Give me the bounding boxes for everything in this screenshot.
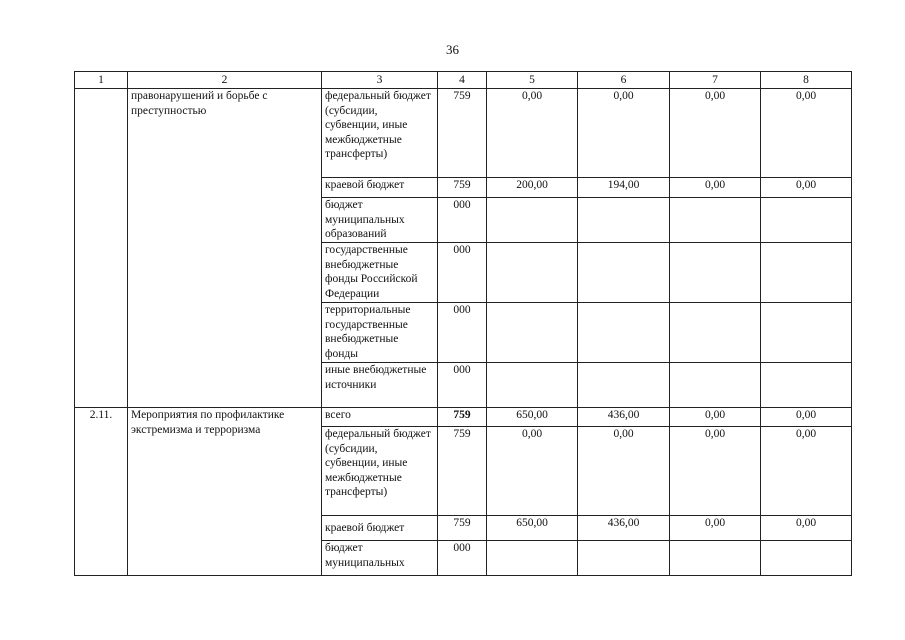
code-cell: 000: [438, 198, 487, 243]
value-cell: 0,00: [761, 178, 852, 198]
code-cell: 000: [438, 541, 487, 576]
funding-source: федеральный бюджет (субсидии, субвенции, иные межбюджетные трансферты): [322, 89, 438, 178]
column-header: 6: [578, 72, 670, 89]
value-cell: 0,00: [578, 89, 670, 178]
funding-source: краевой бюджет: [322, 516, 438, 541]
table-row: [75, 408, 852, 427]
section-index: [75, 89, 128, 408]
code-cell: 759: [438, 408, 487, 427]
funding-source: всего: [322, 408, 438, 427]
value-cell: 436,00: [578, 408, 670, 427]
value-cell: [578, 303, 670, 363]
code-cell: 759: [438, 516, 487, 541]
code-cell: 000: [438, 243, 487, 303]
value-cell: 0,00: [761, 427, 852, 516]
column-header: 2: [128, 72, 322, 89]
value-cell: 200,00: [487, 178, 578, 198]
value-cell: [670, 198, 761, 243]
value-cell: [670, 363, 761, 408]
code-cell: 759: [438, 89, 487, 178]
value-cell: 0,00: [578, 427, 670, 516]
value-cell: [761, 363, 852, 408]
funding-source: территориальные государственные внебюджетные фонды: [322, 303, 438, 363]
funding-source: краевой бюджет: [322, 178, 438, 198]
value-cell: 194,00: [578, 178, 670, 198]
value-cell: [670, 243, 761, 303]
funding-source: федеральный бюджет (субсидии, субвенции, иные межбюджетные трансферты): [322, 427, 438, 516]
value-cell: [487, 198, 578, 243]
budget-table: [74, 71, 852, 576]
funding-source: иные внебюджетные источники: [322, 363, 438, 408]
column-header: 7: [670, 72, 761, 89]
section-index: 2.11.: [75, 408, 128, 576]
value-cell: [670, 541, 761, 576]
value-cell: 650,00: [487, 408, 578, 427]
value-cell: 0,00: [761, 516, 852, 541]
value-cell: [761, 243, 852, 303]
page-number: 36: [446, 42, 459, 57]
value-cell: 650,00: [487, 516, 578, 541]
value-cell: [487, 541, 578, 576]
column-header: 8: [761, 72, 852, 89]
value-cell: 0,00: [487, 89, 578, 178]
column-header: 1: [75, 72, 128, 89]
table-row: [75, 89, 852, 178]
value-cell: 0,00: [670, 427, 761, 516]
value-cell: 436,00: [578, 516, 670, 541]
value-cell: 0,00: [761, 408, 852, 427]
code-cell: 000: [438, 303, 487, 363]
column-header: 5: [487, 72, 578, 89]
section-name: Мероприятия по профилактике экстремизма и терроризма: [128, 408, 322, 576]
column-header: 4: [438, 72, 487, 89]
column-header-row: [75, 72, 852, 89]
value-cell: [487, 243, 578, 303]
section-name: правонарушений и борьбе с преступностью: [128, 89, 322, 408]
value-cell: 0,00: [670, 178, 761, 198]
code-cell: 000: [438, 363, 487, 408]
value-cell: 0,00: [670, 408, 761, 427]
value-cell: [761, 303, 852, 363]
funding-source: бюджет муниципальных: [322, 541, 438, 576]
value-cell: [761, 541, 852, 576]
value-cell: [578, 243, 670, 303]
funding-source: государственные внебюджетные фонды Российской Федерации: [322, 243, 438, 303]
value-cell: 0,00: [670, 516, 761, 541]
value-cell: [487, 303, 578, 363]
value-cell: 0,00: [670, 89, 761, 178]
code-cell: 759: [438, 427, 487, 516]
value-cell: [670, 303, 761, 363]
value-cell: 0,00: [761, 89, 852, 178]
column-header: 3: [322, 72, 438, 89]
code-cell: 759: [438, 178, 487, 198]
value-cell: [578, 541, 670, 576]
value-cell: [578, 363, 670, 408]
value-cell: 0,00: [487, 427, 578, 516]
value-cell: [578, 198, 670, 243]
value-cell: [487, 363, 578, 408]
value-cell: [761, 198, 852, 243]
funding-source: бюджет муниципальных образований: [322, 198, 438, 243]
